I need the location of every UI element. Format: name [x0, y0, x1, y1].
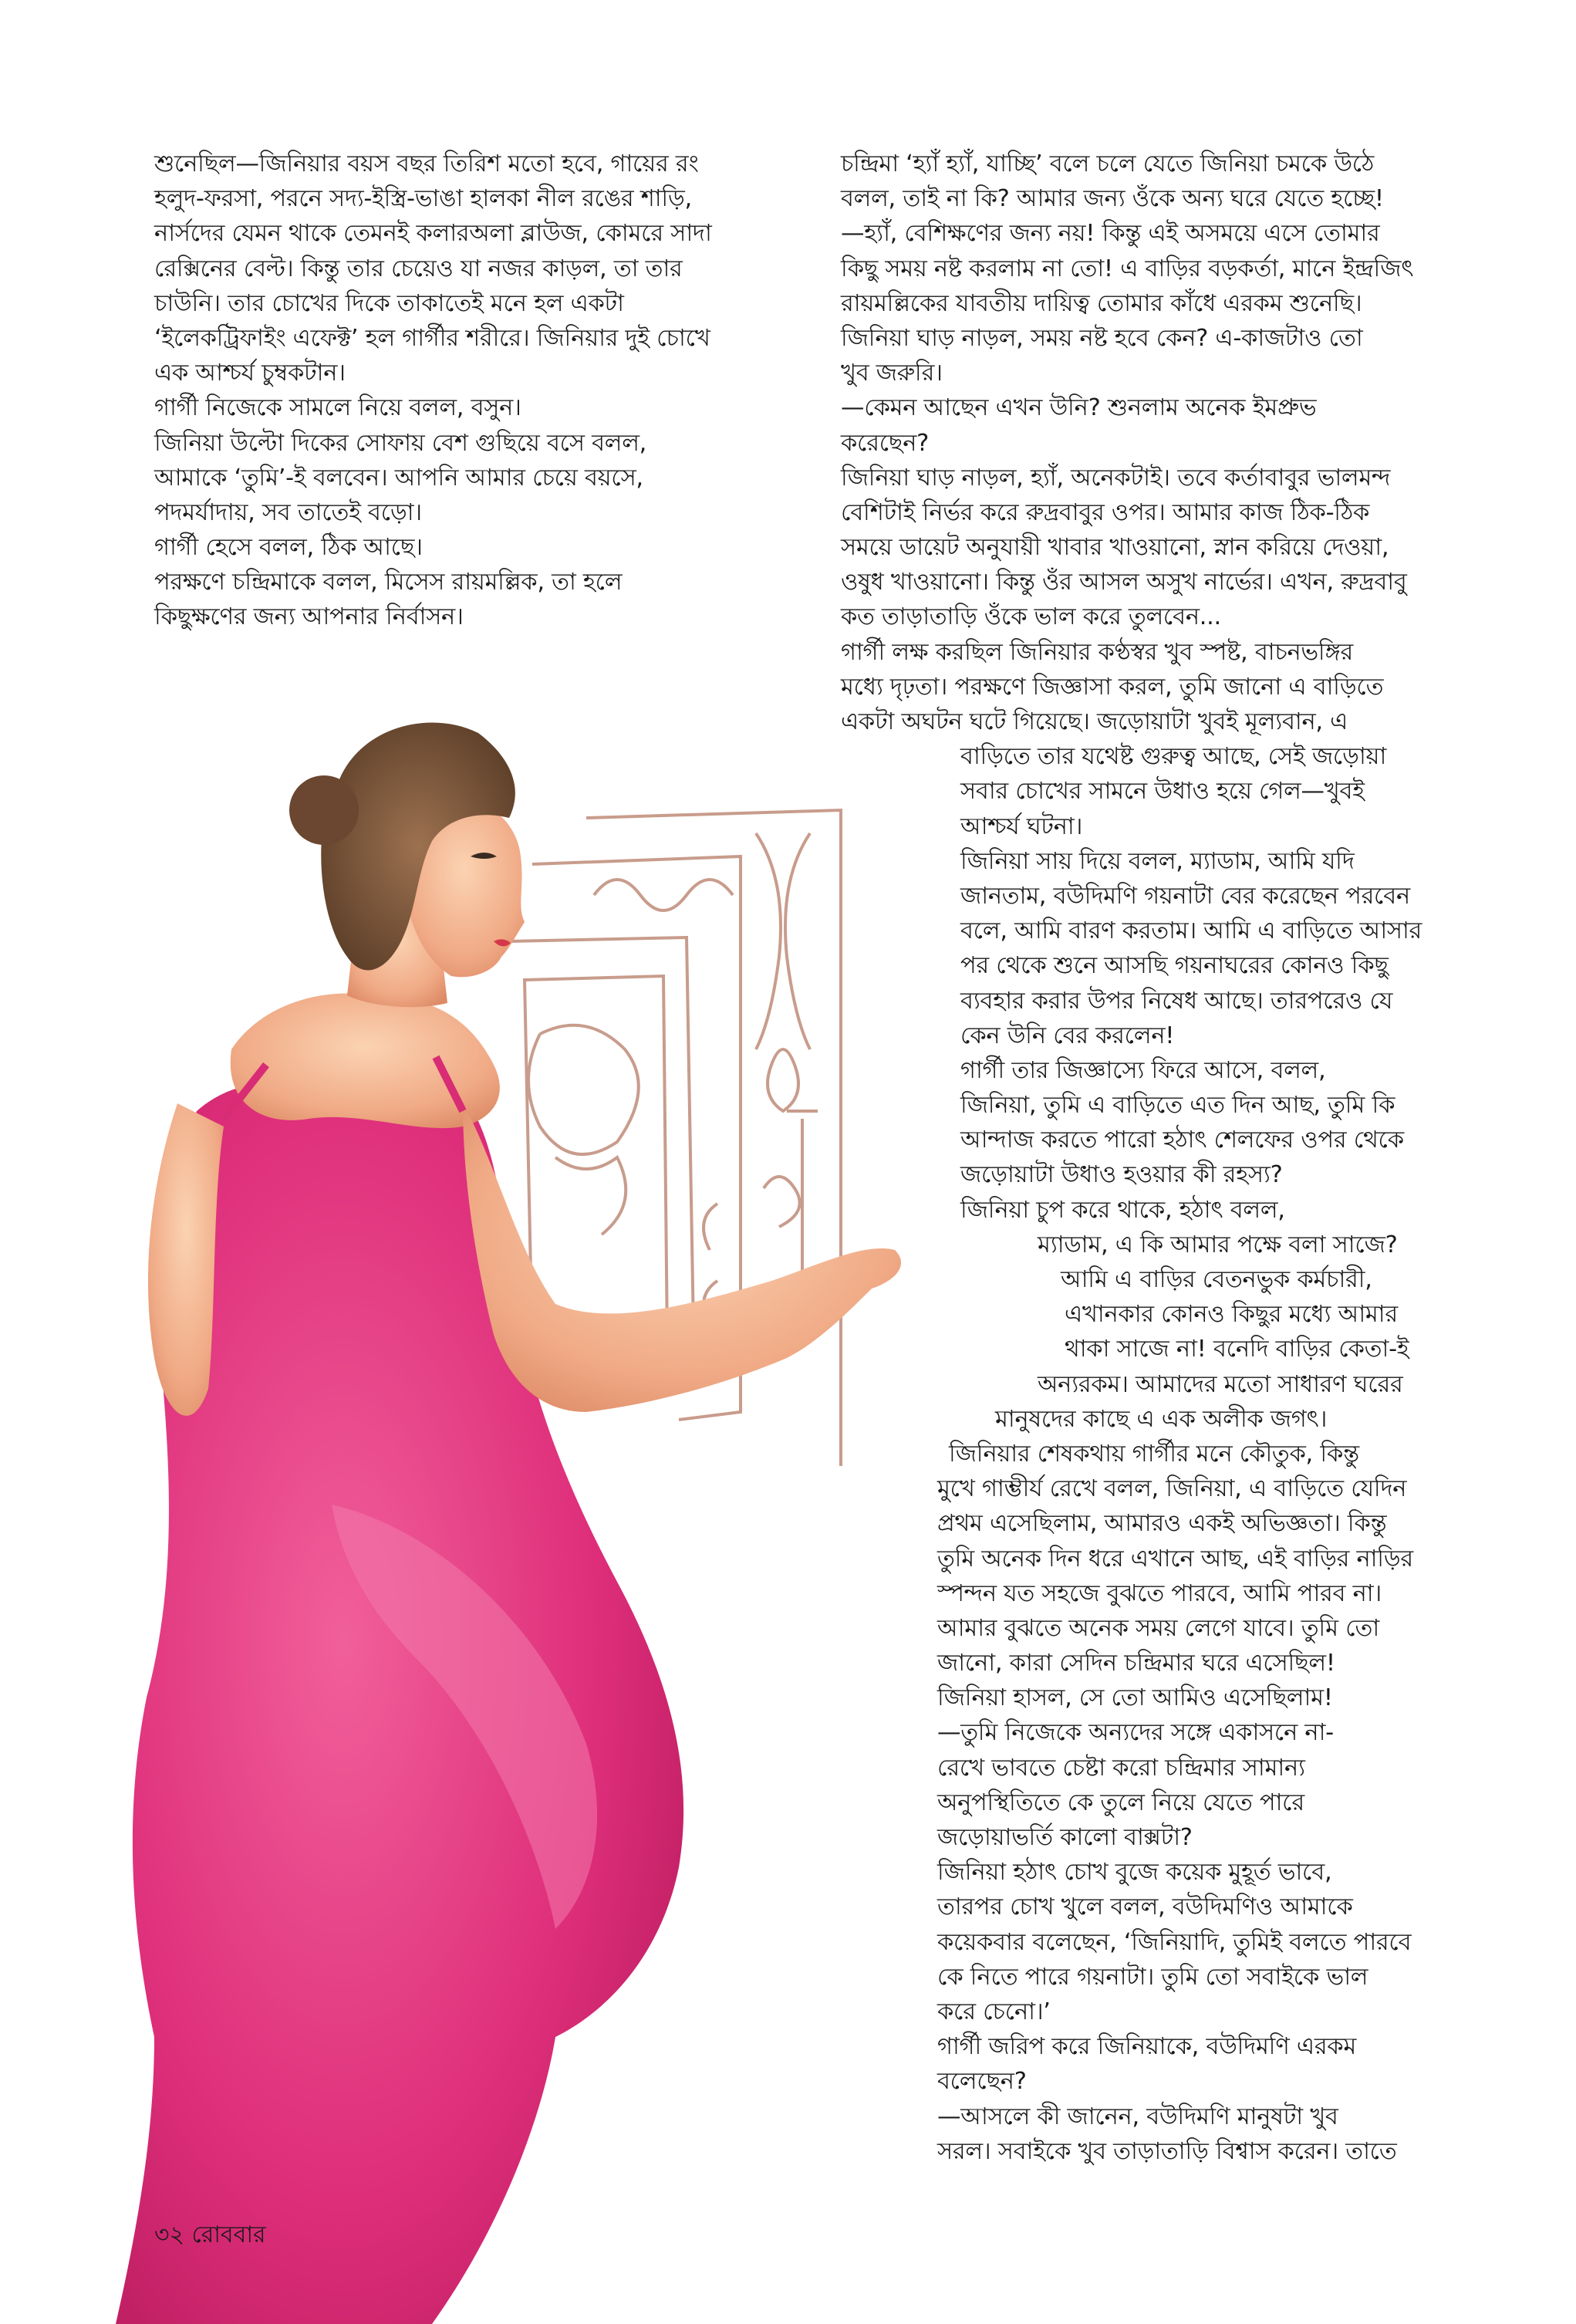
- text-line: বলেছেন?: [937, 2068, 1027, 2096]
- text-line: গার্গী লক্ষ করছিল জিনিয়ার কণ্ঠস্বর খুব স্পষ্ট, বাচনভঙ্গির: [841, 638, 1353, 666]
- text-line: জড়োয়াটা উধাও হওয়ার কী রহস্য?: [960, 1161, 1283, 1189]
- text-line: কে নিতে পারে গয়নাটা। তুমি তো সবাইকে ভাল: [937, 1963, 1368, 1991]
- text-line: একটা অঘটন ঘটে গিয়েছে। জড়োয়াটা খুবই মূল্যবান, এ: [841, 708, 1348, 735]
- text-line: জিনিয়া ঘাড় নাড়ল, সময় নষ্ট হবে কেন? এ-কাজটাও তো: [841, 324, 1363, 352]
- text-line: জিনিয়া চুপ করে থাকে, হঠাৎ বলল,: [960, 1196, 1285, 1224]
- text-line: গার্গী নিজেকে সামলে নিয়ে বলল, বসুন।: [154, 394, 521, 422]
- text-line: কেন উনি বের করলেন!: [960, 1022, 1175, 1049]
- text-line: জিনিয়া, তুমি এ বাড়িতে এত দিন আছ, তুমি কি: [960, 1092, 1395, 1120]
- text-line: চাউনি। তার চোখের দিকে তাকাতেই মনে হল একটা: [154, 289, 624, 317]
- text-line: করে চেনো।’: [937, 1998, 1051, 2025]
- text-line: মধ্যে দৃঢ়তা। পরক্ষণে জিজ্ঞাসা করল, তুমি জানো এ বাড়িতে: [841, 673, 1384, 701]
- text-line: গার্গী জরিপ করে জিনিয়াকে, বউদিমণি এরকম: [937, 2033, 1356, 2061]
- text-line: ‘ইলেকট্রিফাইং এফেক্ট’ হল গার্গীর শরীরে। জিনিয়ার দুই চোখে: [154, 324, 710, 352]
- text-line: কিছুক্ষণের জন্য আপনার নির্বাসন।: [154, 603, 464, 631]
- text-line: নার্সদের যেমন থাকে তেমনই কলারঅলা ব্লাউজ, কোমরে সাদা: [154, 220, 712, 248]
- text-line: আমাকে ‘তুমি’-ই বলবেন। আপনি আমার চেয়ে বয়সে,: [154, 464, 643, 491]
- text-line: রায়মল্লিকের যাবতীয় দায়িত্ব তোমার কাঁধে এরকম শুনেছি।: [841, 289, 1362, 317]
- text-line: —কেমন আছেন এখন উনি? শুনলাম অনেক ইমপ্রুভ: [841, 394, 1317, 422]
- text-line: করেছেন?: [841, 429, 930, 457]
- text-line: কত তাড়াতাড়ি ওঁকে ভাল করে তুলবেন...: [841, 603, 1221, 631]
- text-line: চন্দ্রিমা ‘হ্যাঁ হ্যাঁ, যাচ্ছি’ বলে চলে যেতে জিনিয়া চমকে উঠে: [841, 150, 1375, 177]
- text-line: ব্যবহার করার উপর নিষেধ আছে। তারপরেও যে: [960, 987, 1393, 1015]
- text-line: স্পন্দন যত সহজে বুঝতে পারবে, আমি পারব না।: [937, 1579, 1382, 1607]
- text-line: গার্গী তার জিজ্ঞাস্যে ফিরে আসে, বলল,: [960, 1056, 1326, 1084]
- text-line: হলুদ-ফরসা, পরনে সদ্য-ইস্ত্রি-ভাঙা হালকা নীল রঙের শাড়ি,: [154, 185, 692, 213]
- text-line: রেখে ভাবতে চেষ্টা করো চন্দ্রিমার সামান্য: [937, 1754, 1305, 1782]
- right-text-column: [0, 147, 1422, 2169]
- text-line: অন্যরকম। আমাদের মতো সাধারণ ঘরের: [1038, 1370, 1403, 1398]
- page-number-footer: ৩২ রোববার: [154, 2221, 266, 2248]
- text-line: তারপর চোখ খুলে বলল, বউদিমণিও আমাকে: [937, 1893, 1353, 1921]
- text-line: আন্দাজ করতে পারো হঠাৎ শেলফের ওপর থেকে: [960, 1127, 1404, 1154]
- text-line: খুব জরুরি।: [841, 360, 943, 387]
- text-line: বলল, তাই না কি? আমার জন্য ওঁকে অন্য ঘরে যেতে হচ্ছে!: [841, 185, 1384, 213]
- text-line: অনুপস্থিতিতে কে তুলে নিয়ে যেতে পারে: [937, 1789, 1304, 1816]
- text-line: বলে, আমি বারণ করতাম। আমি এ বাড়িতে আসার: [960, 917, 1422, 945]
- text-line: থাকা সাজে না! বনেদি বাড়ির কেতা-ই: [1065, 1336, 1409, 1363]
- text-line: মুখে গাম্ভীর্য রেখে বলল, জিনিয়া, এ বাড়িতে যেদিন: [937, 1475, 1407, 1503]
- text-line: জিনিয়া হঠাৎ চোখ বুজে কয়েক মুহূর্ত ভাবে,: [937, 1859, 1332, 1887]
- text-line: জড়োয়াভর্তি কালো বাক্সটা?: [937, 1824, 1193, 1851]
- text-line: জানতাম, বউদিমণি গয়নাটা বের করেছেন পরবেন: [960, 882, 1410, 910]
- text-line: জিনিয়া ঘাড় নাড়ল, হ্যাঁ, অনেকটাই। তবে কর্তাবাবুর ভালমন্দ: [841, 464, 1391, 491]
- text-line: মানুষদের কাছে এ এক অলীক জগৎ।: [995, 1405, 1328, 1433]
- text-line: পরক্ষণে চন্দ্রিমাকে বলল, মিসেস রায়মল্লিক, তা হলে: [154, 569, 623, 596]
- text-line: পর থেকে শুনে আসছি গয়নাঘরের কোনও কিছু: [960, 952, 1389, 980]
- text-line: ওষুধ খাওয়ানো। কিন্তু ওঁর আসল অসুখ নার্ভের। এখন, রুদ্রবাবু: [841, 569, 1407, 596]
- text-line: প্রথম এসেছিলাম, আমারও একই অভিজ্ঞতা। কিন্তু: [937, 1510, 1387, 1538]
- text-line: আশ্চর্য ঘটনা।: [960, 812, 1083, 840]
- text-line: —আসলে কী জানেন, বউদিমণি মানুষটা খুব: [937, 2103, 1338, 2130]
- text-line: আমার বুঝতে অনেক সময় লেগে যাবে। তুমি তো: [937, 1614, 1379, 1642]
- text-line: রেক্সিনের বেল্ট। কিন্তু তার চেয়েও যা নজর কাড়ল, তা তার: [154, 255, 683, 282]
- text-line: জিনিয়া হাসল, সে তো আমিও এসেছিলাম!: [937, 1684, 1333, 1712]
- text-line: শুনেছিল—জিনিয়ার বয়স বছর তিরিশ মতো হবে, গায়ের রং: [154, 150, 699, 177]
- text-line: কয়েকবার বলেছেন, ‘জিনিয়াদি, তুমিই বলতে পারবে: [937, 1928, 1412, 1956]
- text-line: সবার চোখের সামনে উধাও হয়ে গেল—খুবই: [960, 778, 1365, 806]
- text-line: সময়ে ডায়েট অনুযায়ী খাবার খাওয়ানো, স্নান করিয়ে দেওয়া,: [841, 534, 1389, 562]
- text-line: এখানকার কোনও কিছুর মধ্যে আমার: [1065, 1301, 1398, 1329]
- text-line: জিনিয়া সায় দিয়ে বলল, ম্যাডাম, আমি যদি: [960, 847, 1355, 875]
- text-line: জানো, কারা সেদিন চন্দ্রিমার ঘরে এসেছিল!: [937, 1650, 1335, 1677]
- text-line: গার্গী হেসে বলল, ঠিক আছে।: [154, 534, 423, 562]
- text-line: বেশিটাই নির্ভর করে রুদ্রবাবুর ওপর। আমার কাজ ঠিক-ঠিক: [841, 498, 1370, 526]
- text-line: কিছু সময় নষ্ট করলাম না তো! এ বাড়ির বড়কর্তা, মানে ইন্দ্রজিৎ: [841, 255, 1414, 282]
- text-line: জিনিয়া উল্টো দিকের সোফায় বেশ গুছিয়ে বসে বলল,: [154, 429, 647, 457]
- text-line: এক আশ্চর্য চুম্বকটান।: [154, 360, 346, 387]
- text-line: —তুমি নিজেকে অন্যদের সঙ্গে একাসনে না-: [937, 1719, 1334, 1747]
- text-line: বাড়িতে তার যথেষ্ট গুরুত্ব আছে, সেই জড়োয়া: [960, 743, 1387, 771]
- text-line: —হ্যাঁ, বেশিক্ষণের জন্য নয়! কিন্তু এই অসময়ে এসে তোমার: [841, 220, 1380, 248]
- text-line: জিনিয়ার শেষকথায় গার্গীর মনে কৌতুক, কিন্তু: [949, 1440, 1359, 1468]
- text-line: আমি এ বাড়ির বেতনভুক কর্মচারী,: [1061, 1266, 1372, 1293]
- text-line: ম্যাডাম, এ কি আমার পক্ষে বলা সাজে?: [1038, 1231, 1398, 1258]
- text-line: সরল। সবাইকে খুব তাড়াতাড়ি বিশ্বাস করেন। তাতে: [937, 2137, 1397, 2165]
- text-line: পদমর্যাদায়, সব তাতেই বড়ো।: [154, 498, 422, 526]
- text-line: তুমি অনেক দিন ধরে এখানে আছ, এই বাড়ির নাড়ির: [937, 1545, 1413, 1572]
